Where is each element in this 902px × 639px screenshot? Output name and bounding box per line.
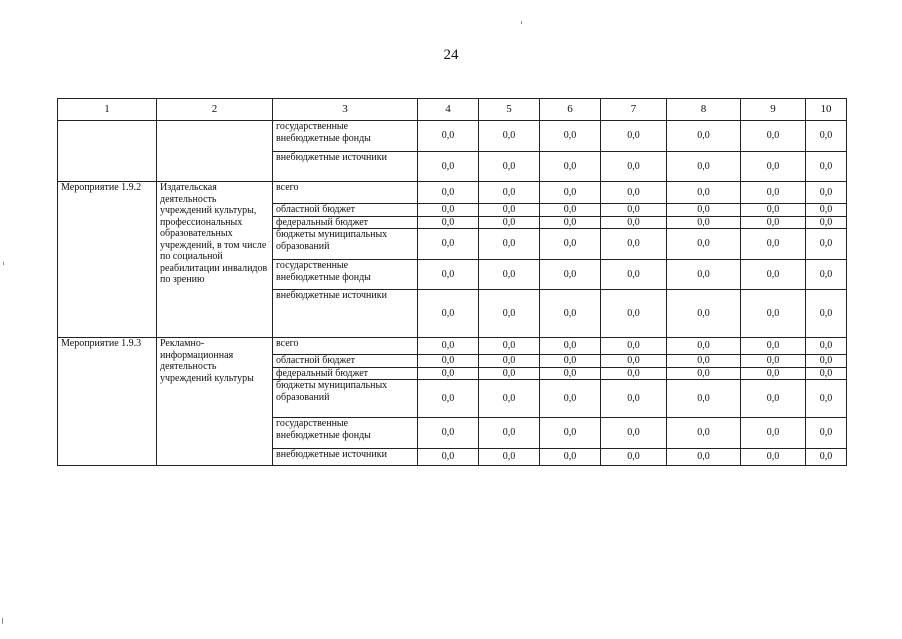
value-cell: 0,0 <box>806 216 847 229</box>
value-cell: 0,0 <box>418 338 479 355</box>
value-cell: 0,0 <box>667 449 741 466</box>
header-cell: 5 <box>479 99 540 121</box>
value-cell: 0,0 <box>418 229 479 260</box>
value-cell: 0,0 <box>540 355 601 368</box>
value-cell: 0,0 <box>418 449 479 466</box>
value-cell: 0,0 <box>540 449 601 466</box>
value-cell: 0,0 <box>806 449 847 466</box>
value-cell: 0,0 <box>418 355 479 368</box>
value-cell: 0,0 <box>741 418 806 449</box>
value-cell: 0,0 <box>806 204 847 217</box>
value-cell: 0,0 <box>667 204 741 217</box>
table-row <box>58 121 847 152</box>
value-cell: 0,0 <box>806 152 847 182</box>
header-row <box>58 99 847 121</box>
value-cell: 0,0 <box>741 204 806 217</box>
value-cell: 0,0 <box>540 380 601 418</box>
header-cell: 9 <box>741 99 806 121</box>
value-cell: 0,0 <box>479 418 540 449</box>
value-cell: 0,0 <box>601 449 667 466</box>
value-cell: 0,0 <box>806 418 847 449</box>
value-cell: 0,0 <box>479 260 540 290</box>
value-cell: 0,0 <box>601 204 667 217</box>
value-cell: 0,0 <box>540 121 601 152</box>
funding-source-cell: внебюджетные источники <box>273 290 418 338</box>
value-cell: 0,0 <box>418 290 479 338</box>
value-cell: 0,0 <box>540 229 601 260</box>
value-cell: 0,0 <box>479 229 540 260</box>
value-cell: 0,0 <box>741 367 806 380</box>
value-cell: 0,0 <box>601 121 667 152</box>
description-cell <box>157 121 273 182</box>
header-cell: 3 <box>273 99 418 121</box>
value-cell: 0,0 <box>418 216 479 229</box>
funding-source-cell: всего <box>273 338 418 355</box>
table-row <box>58 182 847 204</box>
value-cell: 0,0 <box>667 229 741 260</box>
funding-source-cell: областной бюджет <box>273 355 418 368</box>
value-cell: 0,0 <box>806 380 847 418</box>
funding-source-cell: областной бюджет <box>273 204 418 217</box>
value-cell: 0,0 <box>418 367 479 380</box>
value-cell: 0,0 <box>806 121 847 152</box>
value-cell: 0,0 <box>418 152 479 182</box>
value-cell: 0,0 <box>479 380 540 418</box>
value-cell: 0,0 <box>806 182 847 204</box>
value-cell: 0,0 <box>540 204 601 217</box>
value-cell: 0,0 <box>540 260 601 290</box>
value-cell: 0,0 <box>601 152 667 182</box>
value-cell: 0,0 <box>418 182 479 204</box>
funding-source-cell: государственные внебюджетные фонды <box>273 260 418 290</box>
value-cell: 0,0 <box>667 418 741 449</box>
value-cell: 0,0 <box>418 121 479 152</box>
value-cell: 0,0 <box>540 290 601 338</box>
value-cell: 0,0 <box>418 418 479 449</box>
value-cell: 0,0 <box>540 216 601 229</box>
value-cell: 0,0 <box>479 290 540 338</box>
funding-source-cell: внебюджетные источники <box>273 152 418 182</box>
value-cell: 0,0 <box>540 182 601 204</box>
funding-source-cell: всего <box>273 182 418 204</box>
value-cell: 0,0 <box>741 355 806 368</box>
value-cell: 0,0 <box>741 229 806 260</box>
value-cell: 0,0 <box>741 216 806 229</box>
value-cell: 0,0 <box>741 449 806 466</box>
funding-source-cell: федеральный бюджет <box>273 367 418 380</box>
value-cell: 0,0 <box>601 290 667 338</box>
value-cell: 0,0 <box>667 216 741 229</box>
value-cell: 0,0 <box>418 380 479 418</box>
value-cell: 0,0 <box>806 338 847 355</box>
value-cell: 0,0 <box>741 121 806 152</box>
value-cell: 0,0 <box>601 355 667 368</box>
funding-source-cell: внебюджетные источники <box>273 449 418 466</box>
value-cell: 0,0 <box>806 229 847 260</box>
value-cell: 0,0 <box>806 290 847 338</box>
value-cell: 0,0 <box>418 260 479 290</box>
value-cell: 0,0 <box>667 260 741 290</box>
value-cell: 0,0 <box>667 367 741 380</box>
value-cell: 0,0 <box>741 182 806 204</box>
funding-source-cell: государственные внебюджетные фонды <box>273 418 418 449</box>
value-cell: 0,0 <box>540 418 601 449</box>
funding-source-cell: бюджеты муниципальных образований <box>273 229 418 260</box>
measure-cell: Мероприятие 1.9.2 <box>58 182 157 338</box>
header-cell: 7 <box>601 99 667 121</box>
value-cell: 0,0 <box>667 121 741 152</box>
value-cell: 0,0 <box>741 338 806 355</box>
value-cell: 0,0 <box>806 367 847 380</box>
table-row <box>58 338 847 355</box>
value-cell: 0,0 <box>741 152 806 182</box>
description-cell: Рекламно-информационная деятельность учреждений культуры <box>157 338 273 466</box>
value-cell: 0,0 <box>667 290 741 338</box>
value-cell: 0,0 <box>479 355 540 368</box>
value-cell: 0,0 <box>806 355 847 368</box>
value-cell: 0,0 <box>601 182 667 204</box>
value-cell: 0,0 <box>540 367 601 380</box>
value-cell: 0,0 <box>667 355 741 368</box>
funding-source-cell: бюджеты муниципальных образований <box>273 380 418 418</box>
header-cell: 2 <box>157 99 273 121</box>
value-cell: 0,0 <box>601 418 667 449</box>
funding-source-cell: федеральный бюджет <box>273 216 418 229</box>
value-cell: 0,0 <box>479 152 540 182</box>
header-cell: 1 <box>58 99 157 121</box>
table-body <box>58 121 847 466</box>
header-cell: 10 <box>806 99 847 121</box>
budget-table <box>57 98 847 466</box>
value-cell: 0,0 <box>667 152 741 182</box>
funding-source-cell: государственные внебюджетные фонды <box>273 121 418 152</box>
value-cell: 0,0 <box>479 182 540 204</box>
value-cell: 0,0 <box>540 152 601 182</box>
value-cell: 0,0 <box>601 338 667 355</box>
header-cell: 8 <box>667 99 741 121</box>
value-cell: 0,0 <box>601 229 667 260</box>
value-cell: 0,0 <box>540 338 601 355</box>
value-cell: 0,0 <box>667 182 741 204</box>
header-cell: 4 <box>418 99 479 121</box>
value-cell: 0,0 <box>667 338 741 355</box>
value-cell: 0,0 <box>601 380 667 418</box>
value-cell: 0,0 <box>479 121 540 152</box>
value-cell: 0,0 <box>667 380 741 418</box>
measure-cell: Мероприятие 1.9.3 <box>58 338 157 466</box>
value-cell: 0,0 <box>601 367 667 380</box>
value-cell: 0,0 <box>601 216 667 229</box>
value-cell: 0,0 <box>741 380 806 418</box>
header-cell: 6 <box>540 99 601 121</box>
value-cell: 0,0 <box>601 260 667 290</box>
value-cell: 0,0 <box>741 290 806 338</box>
measure-cell <box>58 121 157 182</box>
value-cell: 0,0 <box>479 204 540 217</box>
description-cell: Издательская деятельность учреждений культуры, профессиональных образовательных учреждений, в том числе по социальной реабилитации инвалидов по зрению <box>157 182 273 338</box>
value-cell: 0,0 <box>806 260 847 290</box>
value-cell: 0,0 <box>479 367 540 380</box>
value-cell: 0,0 <box>479 338 540 355</box>
value-cell: 0,0 <box>741 260 806 290</box>
value-cell: 0,0 <box>479 449 540 466</box>
value-cell: 0,0 <box>479 216 540 229</box>
value-cell: 0,0 <box>418 204 479 217</box>
page-number: 24 <box>443 47 459 63</box>
